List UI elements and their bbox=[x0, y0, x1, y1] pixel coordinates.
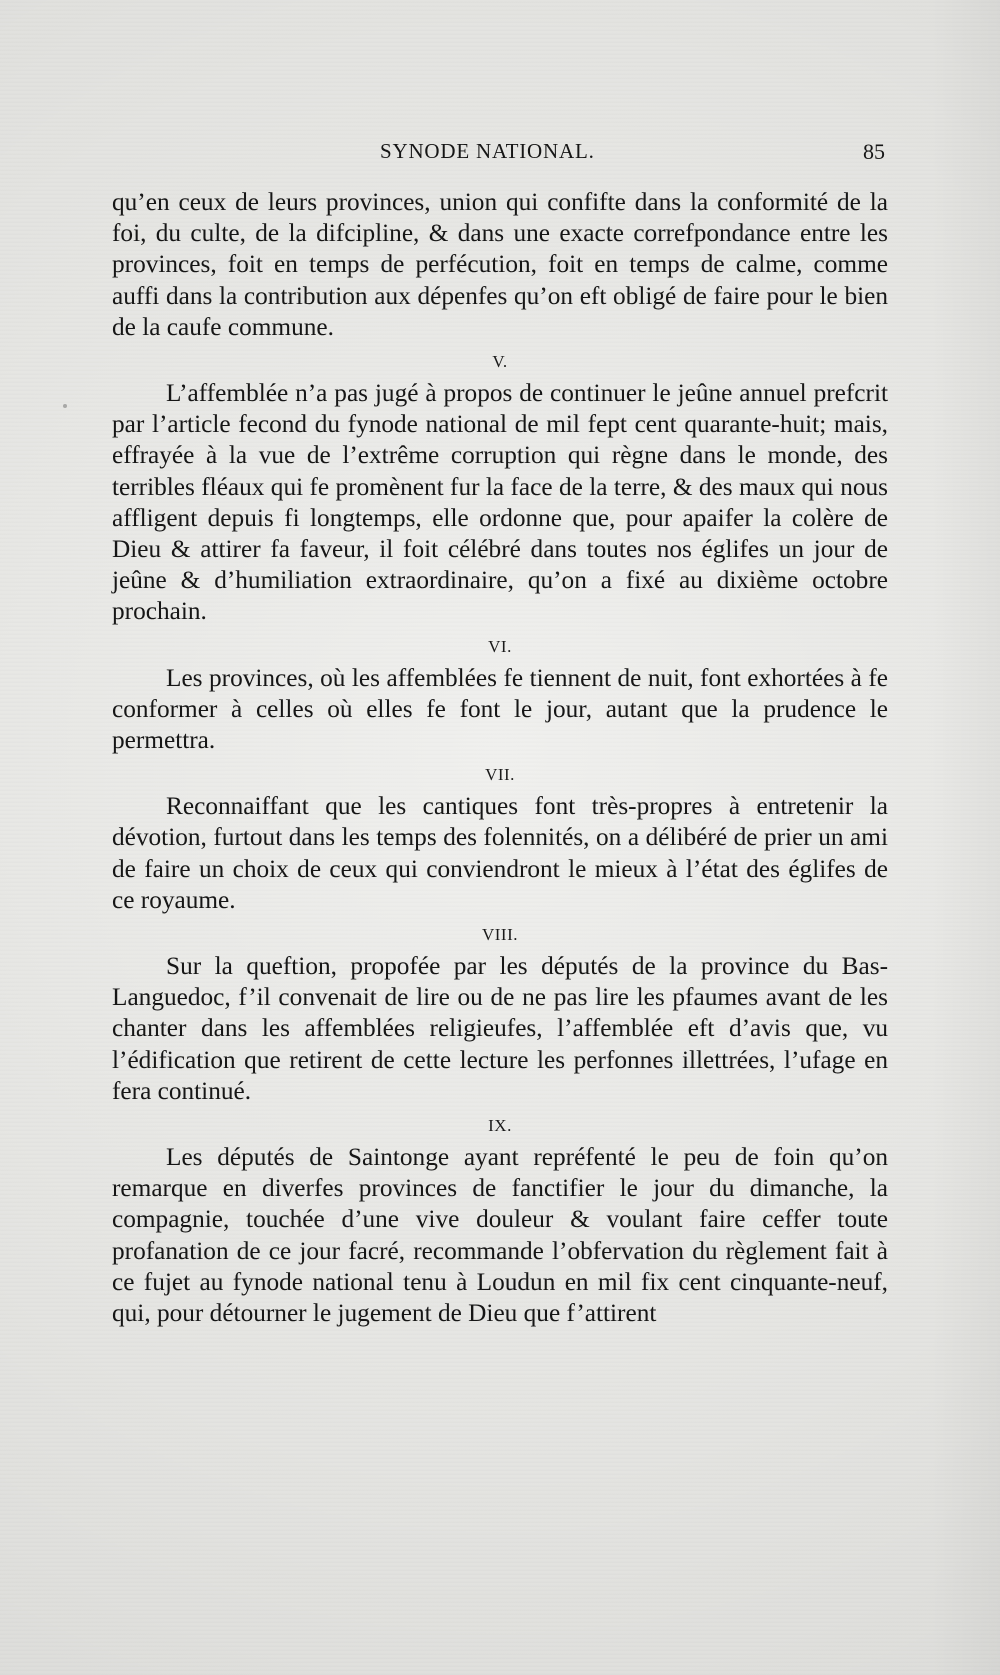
opening-paragraph: qu’en ceux de leurs provinces, union qui confifte dans la conformité de la foi, du culte, de la difcipline, & dans une exacte correfpondance entre les provinces, foit en temps de perfécution, foit en temps de calme, comme auffi dans la contribution aux dépenfes qu’on eft obligé de faire pour le bien de la caufe commune. bbox=[112, 188, 888, 341]
page-edge-shadow bbox=[930, 0, 1000, 1675]
section-heading-v: V. bbox=[492, 352, 508, 372]
section-text-vi: Les provinces, où les affemblées fe tiennent de nuit, font exhortées à fe conformer à celles où elles fe font le jour, autant que la prudence le permettra. bbox=[112, 663, 888, 755]
section-text-ix: Les députés de Saintonge ayant repréfenté le peu de foin qu’on remarque en diverfes provinces de fanctifier le jour du dimanche, la compagnie, touchée d’une vive douleur & voulant faire ceffer toute profanation de ce jour facré, recommande l’obfervation du règlement fait à ce fujet au fynode national tenu à Loudun en mil fix cent cinquante-neuf, qui, pour détourner le jugement de Dieu que f’attirent bbox=[112, 1143, 888, 1328]
section-heading-vi: VI. bbox=[488, 636, 512, 656]
header-title: SYNODE NATIONAL. bbox=[380, 139, 595, 163]
section-text-viii: Sur la queftion, propofée par les députés de la province du Bas-Languedoc, f’il convenait de lire ou de ne pas lire les pfaumes avant de les chanter dans les affemblées religieufes, l’affemblée eft d’avis que, vu l’édification que retirent de cette lecture les perfonnes illettrées, l’ufage en fera continué. bbox=[112, 952, 888, 1105]
document-body bbox=[112, 187, 888, 1329]
section-heading-vii: VII. bbox=[485, 765, 515, 785]
paper-speck bbox=[63, 404, 67, 408]
section-heading-ix: IX. bbox=[488, 1116, 512, 1136]
page-number: 85 bbox=[863, 139, 885, 164]
running-header bbox=[110, 139, 885, 171]
section-text-vii: Reconnaiffant que les cantiques font très-propres à entretenir la dévotion, furtout dans les temps des folennités, on a délibéré de prier un ami de faire un choix de ceux qui conviendront le mieux à l’état des églifes de ce royaume. bbox=[112, 792, 888, 914]
section-text-v: L’affemblée n’a pas jugé à propos de continuer le jeûne annuel prefcrit par l’article fecond du fynode national de mil fept cent quarante-huit; mais, effrayée à la vue de l’extrême corruption qui règne dans le monde, des terribles fléaux qui fe promènent fur la face de la terre, & des maux qui nous affligent depuis fi longtemps, elle ordonne que, pour apaifer la colère de Dieu & attirer fa faveur, il foit célébré dans toutes nos églifes un jour de jeûne & d’humiliation extraordinaire, qu’on a fixé au dixième octobre prochain. bbox=[112, 379, 888, 626]
section-heading-viii: VIII. bbox=[481, 925, 518, 945]
